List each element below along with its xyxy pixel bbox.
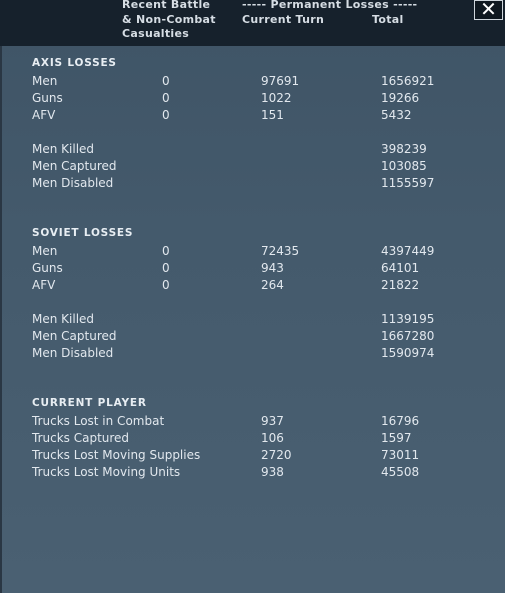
total-value: 64101 (381, 261, 420, 275)
total-value: 5432 (381, 108, 412, 122)
total-value: 398239 (381, 142, 427, 156)
soviet-row-guns (0, 260, 505, 277)
row-label: AFV (32, 278, 56, 292)
total-value: 1155597 (381, 176, 435, 190)
row-label: Men Killed (32, 312, 95, 326)
recent-value: 0 (162, 91, 170, 105)
player-row-trucks-lost-supplies (0, 447, 505, 464)
soviet-row-men-disabled (0, 345, 505, 362)
row-label: Men Killed (32, 142, 95, 156)
recent-value: 0 (162, 261, 170, 275)
close-button[interactable] (474, 0, 503, 20)
total-value: 1597 (381, 431, 412, 445)
total-value: 19266 (381, 91, 420, 105)
axis-row-men-captured (0, 158, 505, 175)
axis-losses-title: AXIS LOSSES (32, 57, 117, 69)
total-value: 1667280 (381, 329, 435, 343)
current-turn-value: 72435 (261, 244, 300, 258)
row-label: Men Disabled (32, 346, 114, 360)
close-icon: ✕ (480, 0, 497, 21)
recent-header-line3: Casualties (122, 27, 190, 40)
total-value: 1139195 (381, 312, 435, 326)
current-player-title: CURRENT PLAYER (32, 397, 147, 409)
current-turn-value: 2720 (261, 448, 292, 462)
total-value: 103085 (381, 159, 427, 173)
row-label: Men Disabled (32, 176, 114, 190)
row-label: Trucks Captured (32, 431, 130, 445)
recent-value: 0 (162, 244, 170, 258)
row-label: Men (32, 74, 58, 88)
row-label: Trucks Lost Moving Supplies (32, 448, 201, 462)
total-value: 1656921 (381, 74, 435, 88)
axis-row-guns (0, 90, 505, 107)
row-label: Men Captured (32, 159, 117, 173)
current-turn-value: 937 (261, 414, 284, 428)
row-label: Guns (32, 91, 63, 105)
permanent-losses-header: ----- Permanent Losses ----- (242, 0, 418, 11)
recent-value: 0 (162, 108, 170, 122)
soviet-row-men-captured (0, 328, 505, 345)
row-label: Trucks Lost in Combat (32, 414, 165, 428)
total-value: 45508 (381, 465, 420, 479)
row-label: Trucks Lost Moving Units (32, 465, 181, 479)
recent-header-line2: & Non-Combat (122, 12, 216, 26)
player-row-trucks-lost-units (0, 464, 505, 481)
player-row-trucks-captured (0, 430, 505, 447)
current-turn-value: 938 (261, 465, 284, 479)
current-turn-value: 943 (261, 261, 284, 275)
recent-value: 0 (162, 74, 170, 88)
total-header: Total (372, 12, 404, 26)
row-label: Men Captured (32, 329, 117, 343)
current-turn-value: 264 (261, 278, 284, 292)
row-label: Guns (32, 261, 63, 275)
soviet-row-men-killed (0, 311, 505, 328)
total-value: 21822 (381, 278, 420, 292)
axis-row-men-disabled (0, 175, 505, 192)
soviet-losses-title: SOVIET LOSSES (32, 227, 134, 239)
soviet-row-afv (0, 277, 505, 294)
total-value: 1590974 (381, 346, 435, 360)
axis-row-men (0, 73, 505, 90)
current-turn-value: 1022 (261, 91, 292, 105)
column-header-bar (0, 0, 505, 46)
current-turn-header: Current Turn (242, 12, 325, 26)
axis-row-men-killed (0, 141, 505, 158)
current-turn-value: 97691 (261, 74, 300, 88)
player-row-trucks-lost-combat (0, 413, 505, 430)
axis-row-afv (0, 107, 505, 124)
recent-header-line1: Recent Battle (122, 0, 211, 11)
current-turn-value: 151 (261, 108, 284, 122)
total-value: 73011 (381, 448, 420, 462)
row-label: AFV (32, 108, 56, 122)
recent-value: 0 (162, 278, 170, 292)
total-value: 4397449 (381, 244, 435, 258)
row-label: Men (32, 244, 58, 258)
soviet-row-men (0, 243, 505, 260)
current-turn-value: 106 (261, 431, 284, 445)
total-value: 16796 (381, 414, 420, 428)
